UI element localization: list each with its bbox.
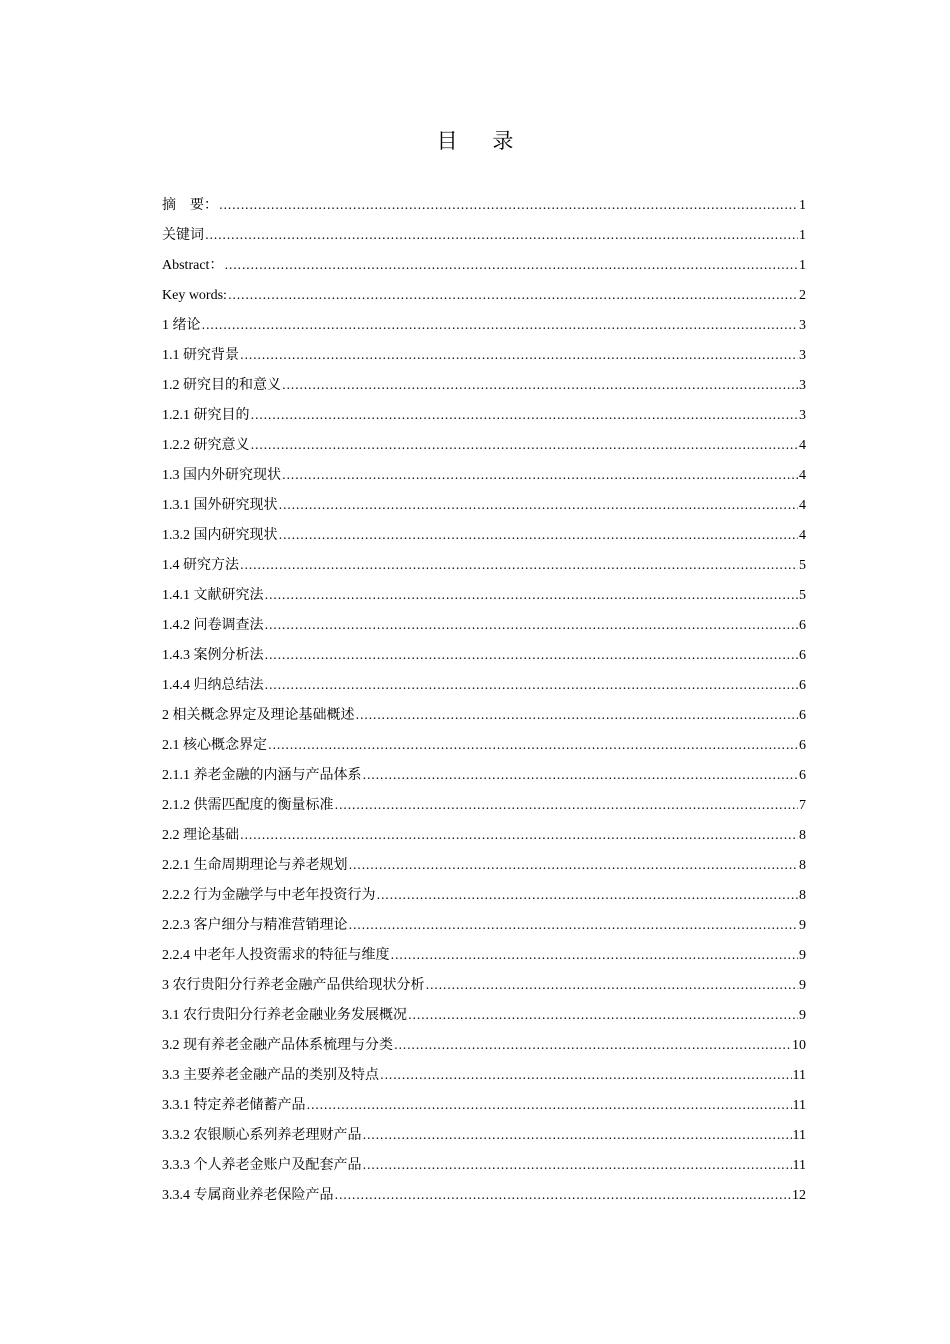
toc-entry[interactable]	[162, 670, 806, 700]
toc-entry-label: 2.1.1 养老金融的内涵与产品体系	[162, 768, 362, 783]
toc-dot-leader	[219, 190, 798, 220]
toc-entry-label: 1.4.3 案例分析法	[162, 648, 264, 663]
toc-dot-leader	[265, 580, 799, 610]
toc-entry[interactable]	[162, 430, 806, 460]
toc-dot-leader	[394, 1030, 791, 1060]
toc-entry[interactable]	[162, 1030, 806, 1060]
toc-entry-label: 1.4.2 问卷调查法	[162, 618, 264, 633]
toc-entry-page-number: 8	[799, 888, 806, 903]
toc-entry-label: 摘 要：	[162, 198, 218, 213]
toc-entry-page-number: 4	[799, 498, 806, 513]
toc-entry-page-number: 11	[792, 1098, 806, 1113]
toc-entry[interactable]	[162, 910, 806, 940]
toc-dot-leader	[363, 760, 799, 790]
toc-dot-leader	[265, 640, 799, 670]
toc-dot-leader	[265, 610, 799, 640]
toc-entry-page-number: 6	[799, 768, 806, 783]
toc-dot-leader	[380, 1060, 792, 1090]
toc-entry[interactable]	[162, 190, 806, 220]
toc-entry-page-number: 12	[792, 1188, 806, 1203]
toc-entry[interactable]	[162, 550, 806, 580]
toc-entry-label: 2.1 核心概念界定	[162, 738, 267, 753]
toc-entry[interactable]	[162, 880, 806, 910]
toc-entry-label: 3.1 农行贵阳分行养老金融业务发展概况	[162, 1008, 407, 1023]
toc-entry[interactable]	[162, 370, 806, 400]
toc-entry-label: 1.2 研究目的和意义	[162, 378, 281, 393]
toc-entry[interactable]	[162, 250, 806, 280]
toc-entry-page-number: 2	[799, 288, 806, 303]
toc-entry-label: 3 农行贵阳分行养老金融产品供给现状分析	[162, 978, 425, 993]
toc-entry-page-number: 3	[799, 378, 806, 393]
toc-dot-leader	[356, 700, 799, 730]
toc-list	[162, 190, 806, 1210]
toc-entry-label: 1.3.2 国内研究现状	[162, 528, 278, 543]
toc-entry[interactable]	[162, 340, 806, 370]
toc-entry-page-number: 6	[799, 678, 806, 693]
toc-dot-leader	[282, 460, 798, 490]
toc-dot-leader	[391, 940, 799, 970]
toc-entry-page-number: 5	[799, 558, 806, 573]
toc-entry-page-number: 5	[799, 588, 806, 603]
toc-entry-label: 关键词	[162, 228, 204, 243]
toc-entry[interactable]	[162, 280, 806, 310]
toc-entry-label: 1.3 国内外研究现状	[162, 468, 281, 483]
toc-entry-label: 3.3.3 个人养老金账户及配套产品	[162, 1158, 362, 1173]
toc-entry-page-number: 1	[799, 258, 806, 273]
toc-entry-label: 3.3.4 专属商业养老保险产品	[162, 1188, 334, 1203]
toc-entry-label: 1.2.1 研究目的	[162, 408, 250, 423]
toc-entry[interactable]	[162, 1180, 806, 1210]
toc-title: 目 录	[436, 129, 528, 153]
toc-dot-leader	[265, 670, 799, 700]
toc-entry-label: 2.2.3 客户细分与精准营销理论	[162, 918, 348, 933]
toc-entry[interactable]	[162, 790, 806, 820]
toc-dot-leader	[279, 520, 799, 550]
toc-dot-leader	[335, 1180, 792, 1210]
toc-entry-page-number: 6	[799, 738, 806, 753]
toc-entry-page-number: 7	[799, 798, 806, 813]
toc-dot-leader	[251, 400, 799, 430]
toc-entry-page-number: 8	[799, 858, 806, 873]
toc-entry-page-number: 3	[799, 348, 806, 363]
toc-dot-leader	[268, 730, 798, 760]
toc-entry[interactable]	[162, 970, 806, 1000]
toc-entry[interactable]	[162, 610, 806, 640]
toc-entry-label: 2 相关概念界定及理论基础概述	[162, 708, 355, 723]
toc-entry-label: Abstract：	[162, 258, 224, 273]
toc-entry-label: 1.3.1 国外研究现状	[162, 498, 278, 513]
toc-entry[interactable]	[162, 1090, 806, 1120]
toc-entry[interactable]	[162, 1000, 806, 1030]
toc-entry-label: 2.2 理论基础	[162, 828, 239, 843]
toc-dot-leader	[240, 340, 798, 370]
toc-entry-label: 3.2 现有养老金融产品体系梳理与分类	[162, 1038, 393, 1053]
toc-entry-page-number: 11	[792, 1128, 806, 1143]
toc-entry[interactable]	[162, 460, 806, 490]
toc-entry-page-number: 6	[799, 618, 806, 633]
toc-entry[interactable]	[162, 220, 806, 250]
toc-entry-label: 2.2.2 行为金融学与中老年投资行为	[162, 888, 376, 903]
toc-entry[interactable]	[162, 700, 806, 730]
toc-entry[interactable]	[162, 1120, 806, 1150]
toc-entry-page-number: 4	[799, 468, 806, 483]
toc-dot-leader	[282, 370, 798, 400]
toc-entry-label: 1 绪论	[162, 318, 201, 333]
toc-dot-leader	[426, 970, 799, 1000]
toc-dot-leader	[363, 1150, 792, 1180]
toc-dot-leader	[377, 880, 799, 910]
toc-dot-leader	[279, 490, 799, 520]
toc-dot-leader	[202, 310, 799, 340]
toc-dot-leader	[205, 220, 798, 250]
toc-entry-label: 2.1.2 供需匹配度的衡量标准	[162, 798, 334, 813]
toc-entry-page-number: 6	[799, 648, 806, 663]
toc-entry[interactable]	[162, 490, 806, 520]
toc-dot-leader	[251, 430, 799, 460]
toc-entry-page-number: 1	[799, 198, 806, 213]
toc-entry[interactable]	[162, 1060, 806, 1090]
toc-entry[interactable]	[162, 850, 806, 880]
toc-entry[interactable]	[162, 1150, 806, 1180]
toc-dot-leader	[240, 820, 798, 850]
toc-dot-leader	[335, 790, 799, 820]
toc-entry-label: 2.2.1 生命周期理论与养老规划	[162, 858, 348, 873]
toc-entry-label: 1.2.2 研究意义	[162, 438, 250, 453]
toc-entry-page-number: 8	[799, 828, 806, 843]
toc-entry-page-number: 9	[799, 1008, 806, 1023]
toc-entry-label: 3.3.2 农银顺心系列养老理财产品	[162, 1128, 362, 1143]
toc-entry-page-number: 4	[799, 438, 806, 453]
toc-entry[interactable]	[162, 580, 806, 610]
toc-entry-page-number: 10	[792, 1038, 806, 1053]
toc-entry-label: 1.1 研究背景	[162, 348, 239, 363]
toc-entry-page-number: 6	[799, 708, 806, 723]
toc-dot-leader	[408, 1000, 798, 1030]
toc-entry-page-number: 3	[799, 408, 806, 423]
toc-entry[interactable]	[162, 400, 806, 430]
toc-entry-page-number: 1	[799, 228, 806, 243]
toc-entry-page-number: 3	[799, 318, 806, 333]
toc-entry[interactable]	[162, 310, 806, 340]
toc-dot-leader	[240, 550, 798, 580]
toc-dot-leader	[228, 280, 798, 310]
toc-entry-page-number: 11	[792, 1068, 806, 1083]
toc-entry-label: 3.3.1 特定养老储蓄产品	[162, 1098, 306, 1113]
toc-dot-leader	[307, 1090, 792, 1120]
toc-entry-label: Key words:	[162, 288, 227, 303]
toc-entry-label: 2.2.4 中老年人投资需求的特征与维度	[162, 948, 390, 963]
toc-entry-label: 1.4.1 文献研究法	[162, 588, 264, 603]
toc-entry[interactable]	[162, 730, 806, 760]
toc-entry[interactable]	[162, 640, 806, 670]
toc-entry[interactable]	[162, 940, 806, 970]
toc-dot-leader	[224, 250, 798, 280]
toc-entry[interactable]	[162, 520, 806, 550]
toc-dot-leader	[349, 850, 799, 880]
toc-entry-page-number: 9	[799, 948, 806, 963]
toc-entry-page-number: 9	[799, 918, 806, 933]
toc-entry[interactable]	[162, 820, 806, 850]
toc-entry-label: 3.3 主要养老金融产品的类别及特点	[162, 1068, 379, 1083]
toc-dot-leader	[349, 910, 799, 940]
toc-entry-label: 1.4.4 归纳总结法	[162, 678, 264, 693]
toc-entry-page-number: 4	[799, 528, 806, 543]
toc-entry[interactable]	[162, 760, 806, 790]
toc-entry-label: 1.4 研究方法	[162, 558, 239, 573]
toc-dot-leader	[363, 1120, 792, 1150]
toc-entry-page-number: 11	[792, 1158, 806, 1173]
toc-entry-page-number: 9	[799, 978, 806, 993]
